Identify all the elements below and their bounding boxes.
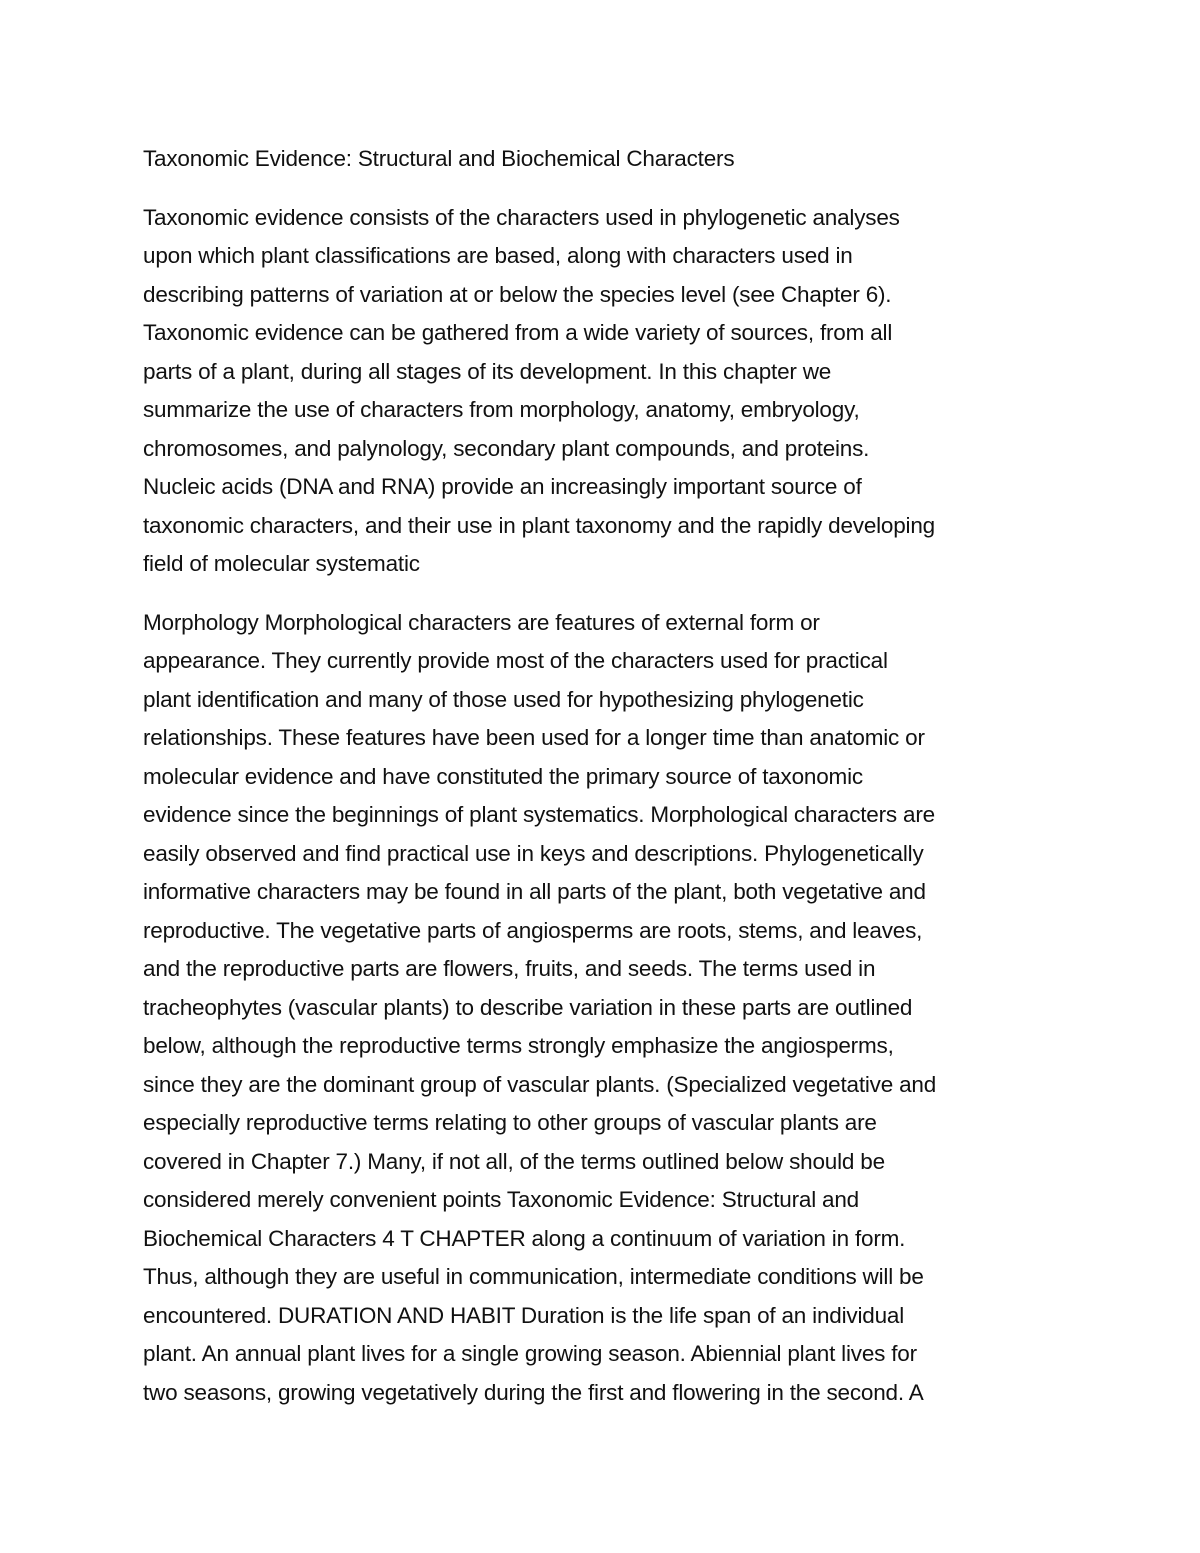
paragraph-spacer xyxy=(143,584,1073,604)
paragraph-line: since they are the dominant group of vascular plants. (Specialized vegetative and xyxy=(143,1071,937,1097)
paragraph-line: tracheophytes (vascular plants) to describe variation in these parts are outlined xyxy=(143,994,913,1020)
paragraph-line: molecular evidence and have constituted the primary source of taxonomic xyxy=(143,763,863,789)
paragraph-line: informative characters may be found in all parts of the plant, both vegetative and xyxy=(143,879,926,904)
paragraph-line: Biochemical Characters 4 T CHAPTER along a continuum of variation in form. xyxy=(143,1225,906,1251)
paragraph-line: covered in Chapter 7.) Many, if not all, of the terms outlined below should be xyxy=(143,1148,885,1174)
paragraph-1 xyxy=(143,199,1073,584)
paragraph-line: easily observed and find practical use in keys and descriptions. Phylogenetically xyxy=(143,840,924,866)
paragraph-line: especially reproductive terms relating to other groups of vascular plants are xyxy=(143,1110,877,1135)
paragraph-line: Nucleic acids (DNA and RNA) provide an increasingly important source of xyxy=(143,474,862,499)
paragraph-line: appearance. They currently provide most of the characters used for practical xyxy=(143,648,888,673)
document-body xyxy=(143,140,1073,1412)
paragraph-line: Morphology Morphological characters are features of external form or xyxy=(143,609,820,635)
paragraph-line: plant. An annual plant lives for a single growing season. Abiennial plant lives for xyxy=(143,1341,917,1366)
paragraph-line: describing patterns of variation at or below the species level (see Chapter 6). xyxy=(143,281,892,307)
document-title: Taxonomic Evidence: Structural and Biochemical Characters xyxy=(143,146,735,171)
paragraph-line: and the reproductive parts are flowers, fruits, and seeds. The terms used in xyxy=(143,956,876,981)
paragraph-line: considered merely convenient points Taxonomic Evidence: Structural and xyxy=(143,1187,859,1212)
paragraph-line: Taxonomic evidence can be gathered from a wide variety of sources, from all xyxy=(143,320,893,345)
paragraph-line: encountered. DURATION AND HABIT Duration is the life span of an individual xyxy=(143,1302,904,1328)
paragraph-line: taxonomic characters, and their use in plant taxonomy and the rapidly developing xyxy=(143,512,935,538)
paragraph-line: field of molecular systematic xyxy=(143,551,420,576)
paragraph-line: below, although the reproductive terms strongly emphasize the angiosperms, xyxy=(143,1033,894,1058)
paragraph-line: Thus, although they are useful in communication, intermediate conditions will be xyxy=(143,1264,924,1289)
paragraph-line: chromosomes, and palynology, secondary plant compounds, and proteins. xyxy=(143,435,870,461)
paragraph-line: summarize the use of characters from morphology, anatomy, embryology, xyxy=(143,397,860,422)
paragraph-line: Taxonomic evidence consists of the characters used in phylogenetic analyses xyxy=(143,204,900,230)
paragraph-line: evidence since the beginnings of plant systematics. Morphological characters are xyxy=(143,802,935,827)
paragraph-line: parts of a plant, during all stages of its development. In this chapter we xyxy=(143,358,832,384)
paragraph-line: reproductive. The vegetative parts of angiosperms are roots, stems, and leaves, xyxy=(143,917,923,943)
paragraph-line: plant identification and many of those used for hypothesizing phylogenetic xyxy=(143,686,864,712)
paragraph-line: two seasons, growing vegetatively during the first and flowering in the second. A xyxy=(143,1379,924,1405)
paragraph-line: upon which plant classifications are based, along with characters used in xyxy=(143,243,853,268)
paragraph-2 xyxy=(143,604,1073,1413)
paragraph-line: relationships. These features have been used for a longer time than anatomic or xyxy=(143,725,925,750)
